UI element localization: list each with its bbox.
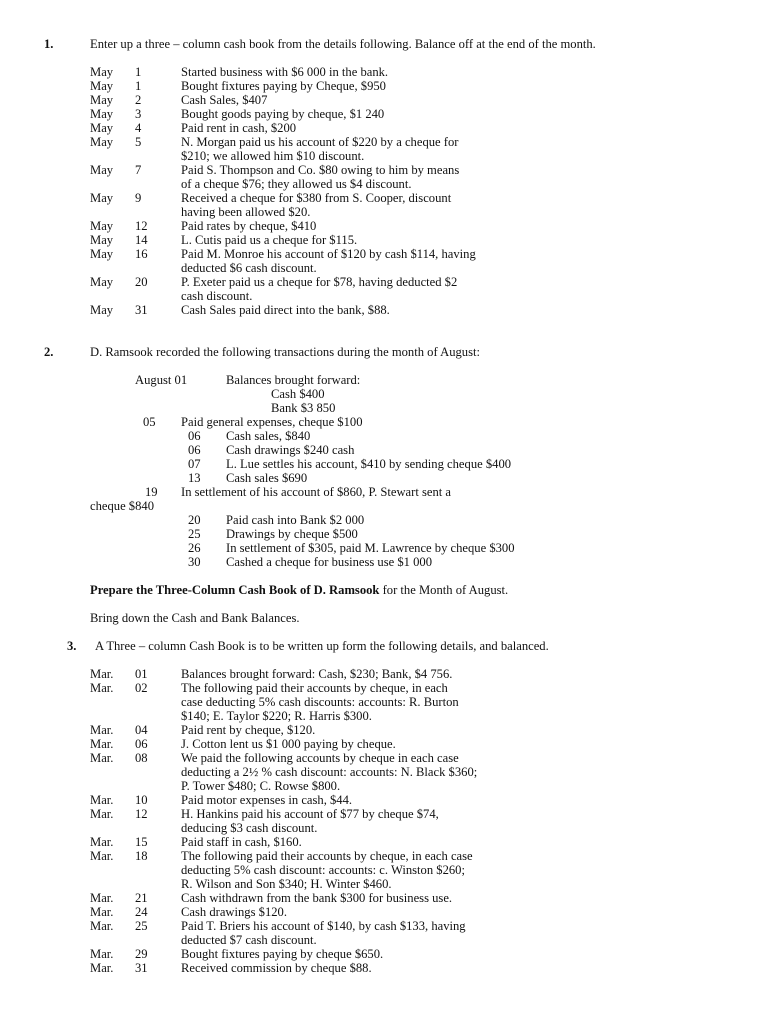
q1-entry-day: 31: [135, 303, 148, 317]
q1-entry-day: 12: [135, 219, 148, 233]
q1-entry-text: having been allowed $20.: [181, 205, 311, 219]
q1-entry-month: May: [90, 303, 114, 317]
q3-entry-month: Mar.: [90, 723, 114, 737]
q1-entry-month: May: [90, 65, 114, 79]
q1-entry-day: 9: [135, 191, 142, 205]
q3-entry-text: Paid rent by cheque, $120.: [181, 723, 316, 737]
cash-balance: Cash $400: [271, 387, 325, 401]
august-entry-text: Paid cash into Bank $2 000: [226, 513, 365, 527]
q3-entry-day: 31: [135, 961, 148, 975]
q3-entry-month: Mar.: [90, 667, 114, 681]
q1-entry-month: May: [90, 219, 114, 233]
q3-entry-text: P. Tower $480; C. Rowse $800.: [181, 779, 341, 793]
q1-entry-month: May: [90, 233, 114, 247]
q1-entry-day: 4: [135, 121, 142, 135]
q1-entry-text: $210; we allowed him $10 discount.: [181, 149, 365, 163]
august-entry-day: 25: [188, 527, 201, 541]
august-entry-day: 30: [188, 555, 201, 569]
q3-entry-month: Mar.: [90, 919, 114, 933]
q1-entry-day: 20: [135, 275, 148, 289]
q3-entry-day: 29: [135, 947, 148, 961]
q3-entry-text: The following paid their accounts by cheque, in each case: [181, 849, 473, 863]
q1-entry-month: May: [90, 163, 114, 177]
q3-entry-text: Cash withdrawn from the bank $300 for business use.: [181, 891, 453, 905]
q1-entry-text: of a cheque $76; they allowed us $4 discount.: [181, 177, 412, 191]
q3-entry-text: Paid T. Briers his account of $140, by cash $133, having: [181, 919, 466, 933]
q1-entry-text: Paid M. Monroe his account of $120 by cash $114, having: [181, 247, 476, 261]
q1-entry-text: Started business with $6 000 in the bank.: [181, 65, 389, 79]
q1-entry-month: May: [90, 121, 114, 135]
q3-entry-month: Mar.: [90, 681, 114, 695]
aug01-text: Balances brought forward:: [226, 373, 361, 387]
q3-entry-text: Bought fixtures paying by cheque $650.: [181, 947, 384, 961]
q1-entry-text: deducted $6 cash discount.: [181, 261, 317, 275]
prepare-instruction: [90, 583, 508, 597]
q3-entry-day: 10: [135, 793, 148, 807]
q1-entry-text: L. Cutis paid us a cheque for $115.: [181, 233, 358, 247]
question-2-intro: D. Ramsook recorded the following transactions during the month of August:: [90, 345, 480, 359]
q3-entry-text: Paid staff in cash, $160.: [181, 835, 302, 849]
q3-entry-month: Mar.: [90, 947, 114, 961]
q1-entry-text: N. Morgan paid us his account of $220 by a cheque for: [181, 135, 459, 149]
q1-entry-text: Paid rates by cheque, $410: [181, 219, 317, 233]
q1-entry-month: May: [90, 107, 114, 121]
q3-entry-month: Mar.: [90, 807, 114, 821]
q1-entry-day: 7: [135, 163, 142, 177]
prepare-instruction-bold: Prepare the Three-Column Cash Book of D. Ramsook: [90, 583, 380, 597]
q1-entry-month: May: [90, 135, 114, 149]
august-entry-text: Drawings by cheque $500: [226, 527, 358, 541]
q1-entry-day: 5: [135, 135, 142, 149]
q1-entry-day: 1: [135, 79, 142, 93]
q3-entry-month: Mar.: [90, 737, 114, 751]
august-entry-day: 06: [188, 429, 201, 443]
q3-entry-text: We paid the following accounts by cheque in each case: [181, 751, 459, 765]
q3-entry-month: Mar.: [90, 793, 114, 807]
q1-entry-month: May: [90, 275, 114, 289]
august-entry-text: Cash sales, $840: [226, 429, 311, 443]
q3-entry-text: R. Wilson and Son $340; H. Winter $460.: [181, 877, 392, 891]
q3-entry-text: deducing $3 cash discount.: [181, 821, 318, 835]
q3-entry-month: Mar.: [90, 835, 114, 849]
q3-entry-day: 15: [135, 835, 148, 849]
q1-entry-text: cash discount.: [181, 289, 253, 303]
august-entry-day: 07: [188, 457, 201, 471]
q3-entry-day: 18: [135, 849, 148, 863]
q1-entry-text: Received a cheque for $380 from S. Cooper, discount: [181, 191, 452, 205]
q3-entry-text: Cash drawings $120.: [181, 905, 287, 919]
q3-entry-day: 01: [135, 667, 148, 681]
prepare-instruction-rest: for the Month of August.: [379, 583, 509, 597]
aug19-text-line-2: cheque $840: [90, 499, 154, 513]
question-1-number: 1.: [44, 37, 54, 51]
q3-entry-text: $140; E. Taylor $220; R. Harris $300.: [181, 709, 372, 723]
q3-entry-month: Mar.: [90, 905, 114, 919]
august-entry-text: Cash drawings $240 cash: [226, 443, 355, 457]
question-3-number: 3.: [67, 639, 77, 653]
q1-entry-text: Bought fixtures paying by Cheque, $950: [181, 79, 386, 93]
bring-down-instruction: Bring down the Cash and Bank Balances.: [90, 611, 300, 625]
q3-entry-text: H. Hankins paid his account of $77 by cheque $74,: [181, 807, 439, 821]
august-entry-day: 20: [188, 513, 201, 527]
q1-entry-day: 14: [135, 233, 148, 247]
question-3-instruction: A Three – column Cash Book is to be written up form the following details, and balanced.: [95, 639, 549, 653]
q1-entry-day: 16: [135, 247, 148, 261]
q3-entry-text: Paid motor expenses in cash, $44.: [181, 793, 353, 807]
aug01-date: August 01: [135, 373, 188, 387]
q3-entry-day: 02: [135, 681, 148, 695]
q3-entry-day: 12: [135, 807, 148, 821]
q3-entry-text: case deducting 5% cash discounts: accounts: R. Burton: [181, 695, 459, 709]
q1-entry-text: Cash Sales, $407: [181, 93, 268, 107]
q3-entry-day: 21: [135, 891, 148, 905]
q1-entry-text: Cash Sales paid direct into the bank, $88.: [181, 303, 390, 317]
q1-entry-month: May: [90, 191, 114, 205]
aug19-text-line-1: In settlement of his account of $860, P. Stewart sent a: [181, 485, 452, 499]
q1-entry-month: May: [90, 93, 114, 107]
q1-entry-day: 2: [135, 93, 142, 107]
question-1-instruction: Enter up a three – column cash book from the details following. Balance off at the end of the month.: [90, 37, 596, 51]
q3-entry-day: 04: [135, 723, 148, 737]
q3-entry-month: Mar.: [90, 961, 114, 975]
aug19-day: 19: [145, 485, 158, 499]
q3-entry-day: 25: [135, 919, 148, 933]
august-entry-day: 13: [188, 471, 201, 485]
q3-entry-month: Mar.: [90, 891, 114, 905]
q3-entry-day: 24: [135, 905, 148, 919]
q3-entry-month: Mar.: [90, 751, 114, 765]
q3-entry-text: J. Cotton lent us $1 000 paying by cheque.: [181, 737, 396, 751]
q3-entry-text: deducting 5% cash discount: accounts: c. Winston $260;: [181, 863, 465, 877]
q3-entry-text: deducting a 2½ % cash discount: accounts: N. Black $360;: [181, 765, 478, 779]
aug05-text: Paid general expenses, cheque $100: [181, 415, 363, 429]
q3-entry-text: The following paid their accounts by cheque, in each: [181, 681, 448, 695]
august-entry-text: Cashed a cheque for business use $1 000: [226, 555, 433, 569]
q3-entry-day: 06: [135, 737, 148, 751]
aug05-day: 05: [143, 415, 156, 429]
q1-entry-text: P. Exeter paid us a cheque for $78, having deducted $2: [181, 275, 458, 289]
august-entry-text: In settlement of $305, paid M. Lawrence by cheque $300: [226, 541, 515, 555]
august-entry-text: Cash sales $690: [226, 471, 308, 485]
q1-entry-text: Bought goods paying by cheque, $1 240: [181, 107, 385, 121]
bank-balance: Bank $3 850: [271, 401, 336, 415]
august-entry-text: L. Lue settles his account, $410 by sending cheque $400: [226, 457, 512, 471]
q3-entry-text: Received commission by cheque $88.: [181, 961, 372, 975]
q1-entry-text: Paid rent in cash, $200: [181, 121, 297, 135]
q3-entry-month: Mar.: [90, 849, 114, 863]
q3-entry-day: 08: [135, 751, 148, 765]
q1-entry-month: May: [90, 79, 114, 93]
august-entry-day: 26: [188, 541, 201, 555]
q1-entry-text: Paid S. Thompson and Co. $80 owing to him by means: [181, 163, 460, 177]
august-entry-day: 06: [188, 443, 201, 457]
q3-entry-text: deducted $7 cash discount.: [181, 933, 317, 947]
question-2-number: 2.: [44, 345, 54, 359]
q1-entry-month: May: [90, 247, 114, 261]
q3-entry-text: Balances brought forward: Cash, $230; Bank, $4 756.: [181, 667, 453, 681]
q1-entry-day: 1: [135, 65, 142, 79]
q1-entry-day: 3: [135, 107, 142, 121]
